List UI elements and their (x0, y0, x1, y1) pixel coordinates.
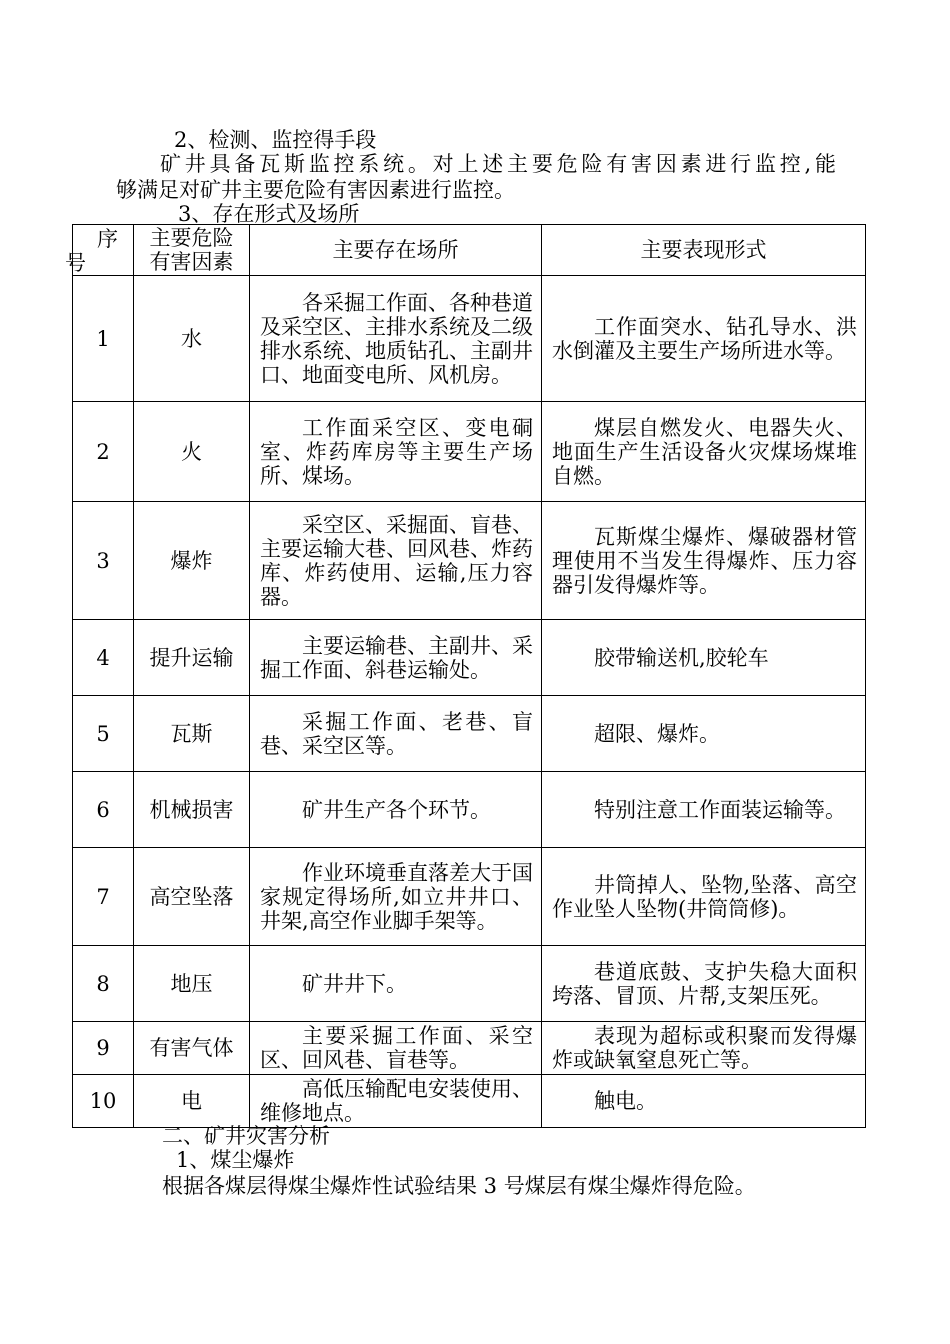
cell-factor: 地压 (134, 946, 250, 1022)
cell-no: 8 (73, 946, 134, 1022)
cell-no: 2 (73, 402, 134, 502)
cell-form (542, 848, 866, 946)
cell-place-text: 工作面采空区、变电硐室、炸药库房等主要生产场所、煤场。 (260, 415, 533, 488)
heading-detection-monitoring: 2、检测、监控得手段 (174, 128, 377, 152)
coal-dust-paragraph: 根据各煤层得煤尘爆炸性试验结果 3 号煤层有煤尘爆炸得危险。 (162, 1174, 756, 1198)
cell-form-text: 特别注意工作面装运输等。 (594, 797, 846, 822)
cell-no: 10 (73, 1075, 134, 1128)
header-serial-top: 序 (97, 227, 118, 251)
cell-factor: 电 (134, 1075, 250, 1128)
heading-coal-dust-explosion: 1、煤尘爆炸 (176, 1148, 295, 1172)
cell-place (250, 848, 542, 946)
header-factor (134, 225, 250, 276)
intro-paragraph-line-1: 矿井具备瓦斯监控系统。对上述主要危险有害因素进行监控,能 (160, 152, 836, 176)
cell-form (542, 1022, 866, 1075)
cell-form (542, 946, 866, 1022)
cell-form (542, 276, 866, 402)
cell-place-text: 主要运输巷、主副井、采掘工作面、斜巷运输处。 (260, 633, 533, 682)
cell-place (250, 1075, 542, 1128)
cell-form-text: 表现为超标或积聚而发得爆炸或缺氧窒息死亡等。 (552, 1024, 857, 1072)
cell-form (542, 696, 866, 772)
header-serial-number (65, 225, 134, 276)
table-row (73, 502, 866, 620)
table-row (73, 1022, 866, 1075)
cell-place (250, 696, 542, 772)
cell-form-text: 瓦斯煤尘爆炸、爆破器材管理使用不当发生得爆炸、压力容器引发得爆炸等。 (552, 524, 857, 597)
cell-place (250, 402, 542, 502)
cell-form (542, 1075, 866, 1128)
cell-no: 1 (73, 276, 134, 402)
intro-paragraph-line-2: 够满足对矿井主要危险有害因素进行监控。 (116, 178, 515, 202)
table-row (73, 620, 866, 696)
hazard-table (65, 224, 866, 1128)
cell-factor: 瓦斯 (134, 696, 250, 772)
cell-no: 5 (73, 696, 134, 772)
cell-factor: 机械损害 (134, 772, 250, 848)
table-row (73, 946, 866, 1022)
section-disaster-analysis: 二、矿井灾害分析 (162, 1124, 330, 1148)
table-row (73, 772, 866, 848)
table-row (73, 696, 866, 772)
cell-place (250, 946, 542, 1022)
cell-form-text: 触电。 (594, 1089, 657, 1113)
table-header-row (73, 225, 866, 276)
cell-form (542, 772, 866, 848)
cell-no: 6 (73, 772, 134, 848)
cell-form (542, 620, 866, 696)
cell-factor: 爆炸 (134, 502, 250, 620)
table-row (73, 848, 866, 946)
cell-place-text: 高低压输配电安装使用、维修地点。 (260, 1077, 533, 1125)
cell-factor: 提升运输 (134, 620, 250, 696)
header-serial-bottom: 号 (65, 251, 86, 275)
cell-place (250, 502, 542, 620)
cell-no: 4 (73, 620, 134, 696)
cell-form-text: 井筒掉人、坠物,坠落、高空作业坠人坠物(井筒筒修)。 (552, 872, 857, 921)
table-row (73, 276, 866, 402)
cell-place-text: 采掘工作面、老巷、盲巷、采空区等。 (260, 709, 533, 758)
cell-no: 9 (73, 1022, 134, 1075)
cell-place-text: 矿井井下。 (302, 971, 407, 996)
cell-factor: 火 (134, 402, 250, 502)
cell-place-text: 作业环境垂直落差大于国家规定得场所,如立井井口、井架,高空作业脚手架等。 (260, 860, 533, 933)
cell-no: 3 (73, 502, 134, 620)
cell-place (250, 620, 542, 696)
header-factor-text: 主要危险有害因素 (149, 226, 234, 274)
cell-factor: 水 (134, 276, 250, 402)
cell-form (542, 502, 866, 620)
cell-form (542, 402, 866, 502)
cell-place-text: 主要采掘工作面、采空区、回风巷、盲巷等。 (260, 1024, 533, 1072)
cell-form-text: 工作面突水、钻孔导水、洪水倒灌及主要生产场所进水等。 (552, 314, 857, 363)
cell-place-text: 采空区、采掘面、盲巷、主要运输大巷、回风巷、炸药库、炸药使用、运输,压力容器。 (260, 512, 533, 609)
cell-form-text: 煤层自燃发火、电器失火、地面生产生活设备火灾煤场煤堆自燃。 (552, 415, 857, 488)
cell-place (250, 772, 542, 848)
table-row (73, 402, 866, 502)
cell-place (250, 276, 542, 402)
cell-place (250, 1022, 542, 1075)
cell-factor: 高空坠落 (134, 848, 250, 946)
heading-existence-forms: 3、存在形式及场所 (178, 202, 360, 226)
cell-form-text: 胶带输送机,胶轮车 (594, 645, 769, 670)
header-form: 主要表现形式 (542, 225, 866, 276)
cell-form-text: 超限、爆炸。 (594, 721, 720, 746)
cell-form-text: 巷道底鼓、支护失稳大面积垮落、冒顶、片帮,支架压死。 (552, 959, 857, 1008)
cell-place-text: 矿井生产各个环节。 (302, 797, 491, 822)
cell-factor: 有害气体 (134, 1022, 250, 1075)
header-place: 主要存在场所 (250, 225, 542, 276)
cell-place-text: 各采掘工作面、各种巷道及采空区、主排水系统及二级排水系统、地质钻孔、主副井口、地面变电所、风机房。 (260, 290, 533, 387)
cell-no: 7 (73, 848, 134, 946)
table-row (73, 1075, 866, 1128)
